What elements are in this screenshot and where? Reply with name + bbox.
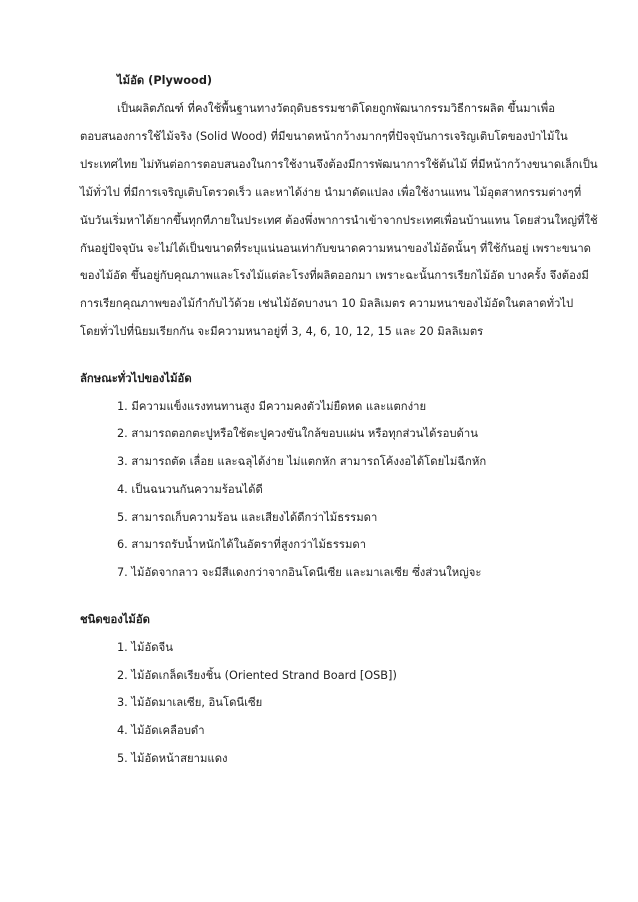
list-item: 2. สามารถตอกตะปูหรือใช้ตะปูควงขันใกล้ขอบแผ่น หรือทุกส่วนได้รอบด้าน xyxy=(117,427,478,440)
list-item: 7. ไม้อัดจากลาว จะมีสีแดงกว่าจากอินโดนีเซีย และมาเลเซีย ซึ่งส่วนใหญ่จะ xyxy=(117,566,482,579)
intro-line-2: ตอบสนองการใช้ไม้จริง (Solid Wood) ที่มีขนาดหน้ากว้างมากๆที่ปัจจุบันการเจริญเติบโตของป่าไม้ใน xyxy=(80,130,568,143)
document-title: ไม้อัด (Plywood) xyxy=(117,74,213,87)
intro-line-3: ประเทศไทย ไม่ทันต่อการตอบสนองในการใช้งานจึงต้องมีการพัฒนาการใช้ต้นไม้ ที่มีหน้ากว้างขนาดเล็กเป็น xyxy=(80,158,598,171)
list-item: 1. ไม้อัดจีน xyxy=(117,641,173,654)
list-item: 4. ไม้อัดเคลือบดำ xyxy=(117,724,205,737)
list-item: 5. ไม้อัดหน้าสยามแดง xyxy=(117,752,228,765)
intro-line-9: โดยทั่วไปที่นิยมเรียกกัน จะมีความหนาอยู่ที่ 3, 4, 6, 10, 12, 15 และ 20 มิลลิเมตร xyxy=(80,325,484,338)
list-item: 5. สามารถเก็บความร้อน และเสียงได้ดีกว่าไม้ธรรมดา xyxy=(117,511,378,524)
intro-line-4: ไม้ทั่วไป ที่มีการเจริญเติบโตรวดเร็ว และหาได้ง่าย นำมาดัดแปลง เพื่อใช้งานแทน ไม้อุตสาหกรรมต่างๆที่ xyxy=(80,186,582,199)
list-item: 6. สามารถรับน้ำหนักได้ในอัตราที่สูงกว่าไม้ธรรมดา xyxy=(117,538,367,551)
section-heading-characteristics: ลักษณะทั่วไปของไม้อัด xyxy=(80,372,192,385)
intro-line-8: การเรียกคุณภาพของไม้กำกับไว้ด้วย เช่นไม้อัดบางนา 10 มิลลิเมตร ความหนาของไม้อัดในตลาดทั่วไป xyxy=(80,297,574,310)
intro-line-7: ของไม้อัด ขึ้นอยู่กับคุณภาพและโรงไม้แต่ละโรงที่ผลิตออกมา เพราะฉะนั้นการเรียกไม้อัด บางครั้ง จึงต้องมี xyxy=(80,269,589,282)
list-item: 2. ไม้อัดเกล็ดเรียงชิ้น (Oriented Strand Board [OSB]) xyxy=(117,669,397,682)
list-item: 1. มีความแข็งแรงทนทานสูง มีความคงตัวไม่ยืดหด และแตกง่าย xyxy=(117,400,427,413)
intro-line-5: นับวันเริ่มหาได้ยากขึ้นทุกทีภายในประเทศ ต้องพึ่งพาการนำเข้าจากประเทศเพื่อนบ้านแทน โดยส่วนใหญ่ที่ใช้ xyxy=(80,214,598,227)
section-heading-types: ชนิดของไม้อัด xyxy=(80,613,150,626)
list-item: 4. เป็นฉนวนกันความร้อนได้ดี xyxy=(117,483,263,496)
intro-line-6: กันอยู่ปัจจุบัน จะไม่ได้เป็นขนาดที่ระบุแน่นอนเท่ากับขนาดความหนาของไม้อัดนั้นๆ ที่ใช้กันอยู่ เพราะขนาด xyxy=(80,242,592,255)
list-item: 3. ไม้อัดมาเลเซีย, อินโดนีเซีย xyxy=(117,696,263,709)
list-item: 3. สามารถตัด เลื่อย และฉลุได้ง่าย ไม่แตกหัก สามารถโค้งงอได้โดยไม่ฉีกหัก xyxy=(117,455,487,468)
intro-line-1: เป็นผลิตภัณฑ์ ที่คงใช้พื้นฐานทางวัตถุดิบธรรมชาติโดยถูกพัฒนากรรมวิธีการผลิต ขึ้นมาเพื่อ xyxy=(117,102,555,115)
